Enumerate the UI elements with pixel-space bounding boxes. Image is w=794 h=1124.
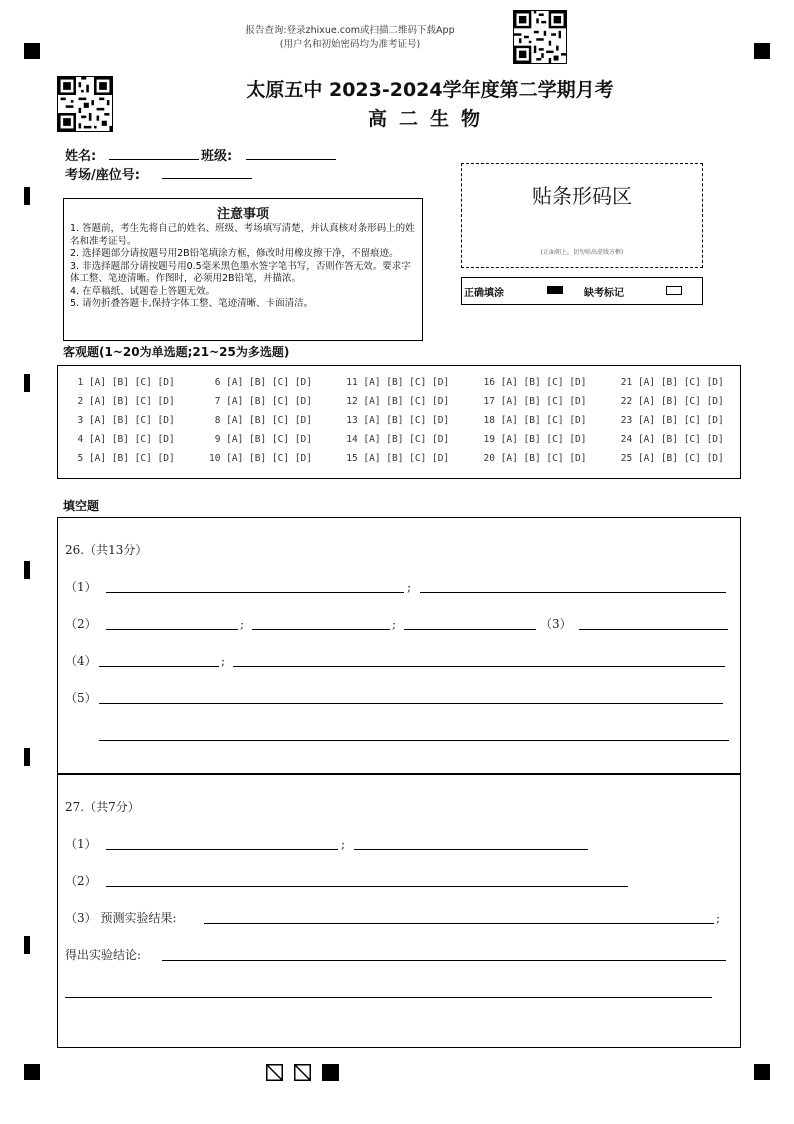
notice-item: 4. 在草稿纸、试题卷上答题无效。 xyxy=(70,285,216,297)
q27-part-3-blank[interactable] xyxy=(204,923,714,924)
q27-part-1-blank-b[interactable] xyxy=(354,849,588,850)
answer-row[interactable]: 3 [A] [B] [C] [D] 8 [A] [B] [C] [D] 13 [A] [B] [C] [D] 18 [A] [B] [C] [D] 23 [A] [B] [C] [D] xyxy=(66,415,724,426)
fill-blank-section-label: 填空题 xyxy=(63,499,100,513)
q26-part-5-blank-b[interactable] xyxy=(99,740,729,741)
name-label: 姓名: xyxy=(65,149,97,164)
q26-part-1-blank-a[interactable] xyxy=(106,592,404,593)
objective-answer-grid xyxy=(57,365,741,479)
exam-subject: 高二生物 xyxy=(367,108,492,130)
registration-mark-bottom-right xyxy=(754,1064,770,1080)
answer-row[interactable]: 5 [A] [B] [C] [D] 10 [A] [B] [C] [D] 15 [A] [B] [C] [D] 20 [A] [B] [C] [D] 25 [A] [B] [C] [D] xyxy=(66,453,724,464)
absent-mark-label: 缺考标记 xyxy=(584,288,624,299)
class-field[interactable] xyxy=(246,159,336,160)
notice-item: 1. 答题前，考生先将自己的姓名、班级、考场填写清楚，并认真核对条形码上的姓名和准考证号。 xyxy=(70,223,415,247)
notice-box xyxy=(63,198,423,341)
barcode-area xyxy=(461,163,703,268)
notice-list xyxy=(64,222,422,311)
q27-conclusion-blank-a[interactable] xyxy=(162,960,726,961)
q26-part-5-label: （5） xyxy=(65,691,97,705)
q26-part-2-label: （2） xyxy=(65,617,97,631)
q27-part-2-blank[interactable] xyxy=(106,886,628,887)
separator: ; xyxy=(407,580,412,594)
q27-conclusion-blank-b[interactable] xyxy=(65,997,712,998)
q26-part-1-blank-b[interactable] xyxy=(420,592,726,593)
registration-mark-top-right xyxy=(754,43,770,59)
q26-part-5-blank-a[interactable] xyxy=(99,703,723,704)
notice-item: 3. 非选择题部分请按题号用0.5毫米黑色墨水签字笔书写，否则作答无效。要求字体工整、笔迹清晰。作图时，必须用2B铅笔，并描浓。 xyxy=(70,260,411,284)
q26-part-1-label: （1） xyxy=(65,580,97,594)
separator: ; xyxy=(240,617,245,631)
q26-part-2-blank-a[interactable] xyxy=(106,629,238,630)
question-26-title: 26.（共13分） xyxy=(65,543,148,557)
q26-part-4-blank-b[interactable] xyxy=(233,666,725,667)
timing-mark xyxy=(24,561,30,579)
separator: ; xyxy=(392,617,397,631)
barcode-title: 贴条形码区 xyxy=(532,184,632,208)
class-label: 班级: xyxy=(201,149,233,164)
objective-section-label: 客观题(1~20为单选题;21~25为多选题) xyxy=(63,345,290,359)
absent-mark-checkbox[interactable] xyxy=(666,286,682,295)
q26-part-3-blank[interactable] xyxy=(579,629,728,630)
qr-code-left xyxy=(57,76,113,132)
notice-item: 5. 请勿折叠答题卡,保持字体工整、笔迹清晰、卡面清洁。 xyxy=(70,298,314,309)
timing-mark xyxy=(24,187,30,205)
name-field[interactable] xyxy=(109,159,199,160)
q26-part-2-blank-b[interactable] xyxy=(252,629,390,630)
q27-part-2-label: （2） xyxy=(65,874,97,888)
registration-mark-bottom-left xyxy=(24,1064,40,1080)
registration-mark-top-left xyxy=(24,43,40,59)
notice-title: 注意事项 xyxy=(216,207,269,222)
report-query-line-1: 报告查询:登录zhixue.com或扫描二维码下载App xyxy=(245,25,455,36)
q26-part-2-blank-c[interactable] xyxy=(404,629,536,630)
answer-row[interactable]: 4 [A] [B] [C] [D] 9 [A] [B] [C] [D] 14 [A] [B] [C] [D] 19 [A] [B] [C] [D] 24 [A] [B] [C] [D] xyxy=(66,434,724,445)
q26-part-4-label: （4） xyxy=(65,654,97,668)
timing-mark xyxy=(24,936,30,954)
timing-mark xyxy=(24,748,30,766)
question-26-box xyxy=(57,517,741,775)
answer-row[interactable]: 2 [A] [B] [C] [D] 7 [A] [B] [C] [D] 12 [A] [B] [C] [D] 17 [A] [B] [C] [D] 22 [A] [B] [C] [D] xyxy=(66,396,724,407)
separator: ; xyxy=(341,837,346,851)
fill-legend xyxy=(461,277,703,305)
q26-part-3-label: （3） xyxy=(540,617,572,631)
timing-mark xyxy=(24,374,30,392)
report-query-note xyxy=(200,24,500,52)
separator: ; xyxy=(221,654,226,668)
question-27-title: 27.（共7分） xyxy=(65,800,140,814)
qr-code-top xyxy=(513,10,567,64)
correct-fill-label: 正确填涂 xyxy=(464,288,504,299)
exam-title: 太原五中 2023-2024学年度第二学期月考 xyxy=(246,79,614,101)
report-query-line-2: (用户名和初始密码均为准考证号) xyxy=(279,39,421,50)
q27-part-1-blank-a[interactable] xyxy=(106,849,338,850)
barcode-hint: (正面朝上，切勿贴出虚线方框) xyxy=(540,249,624,256)
seat-field[interactable] xyxy=(162,178,252,179)
page-marker-hatched xyxy=(294,1064,311,1081)
q27-part-1-label: （1） xyxy=(65,837,97,851)
page-marker-hatched xyxy=(266,1064,283,1081)
q27-part-3-label: （3） 预测实验结果: xyxy=(65,911,177,925)
seat-label: 考场/座位号: xyxy=(65,168,140,183)
separator: ; xyxy=(716,911,721,925)
notice-item: 2. 选择题部分请按题号用2B铅笔填涂方框，修改时用橡皮擦干净，不留痕迹。 xyxy=(70,248,399,259)
page-marker-solid xyxy=(322,1064,339,1081)
q27-conclusion-label: 得出实验结论: xyxy=(65,948,142,962)
q26-part-4-blank-a[interactable] xyxy=(99,666,219,667)
correct-fill-sample xyxy=(547,286,563,294)
answer-row[interactable]: 1 [A] [B] [C] [D] 6 [A] [B] [C] [D] 11 [A] [B] [C] [D] 16 [A] [B] [C] [D] 21 [A] [B] [C] [D] xyxy=(66,377,724,388)
